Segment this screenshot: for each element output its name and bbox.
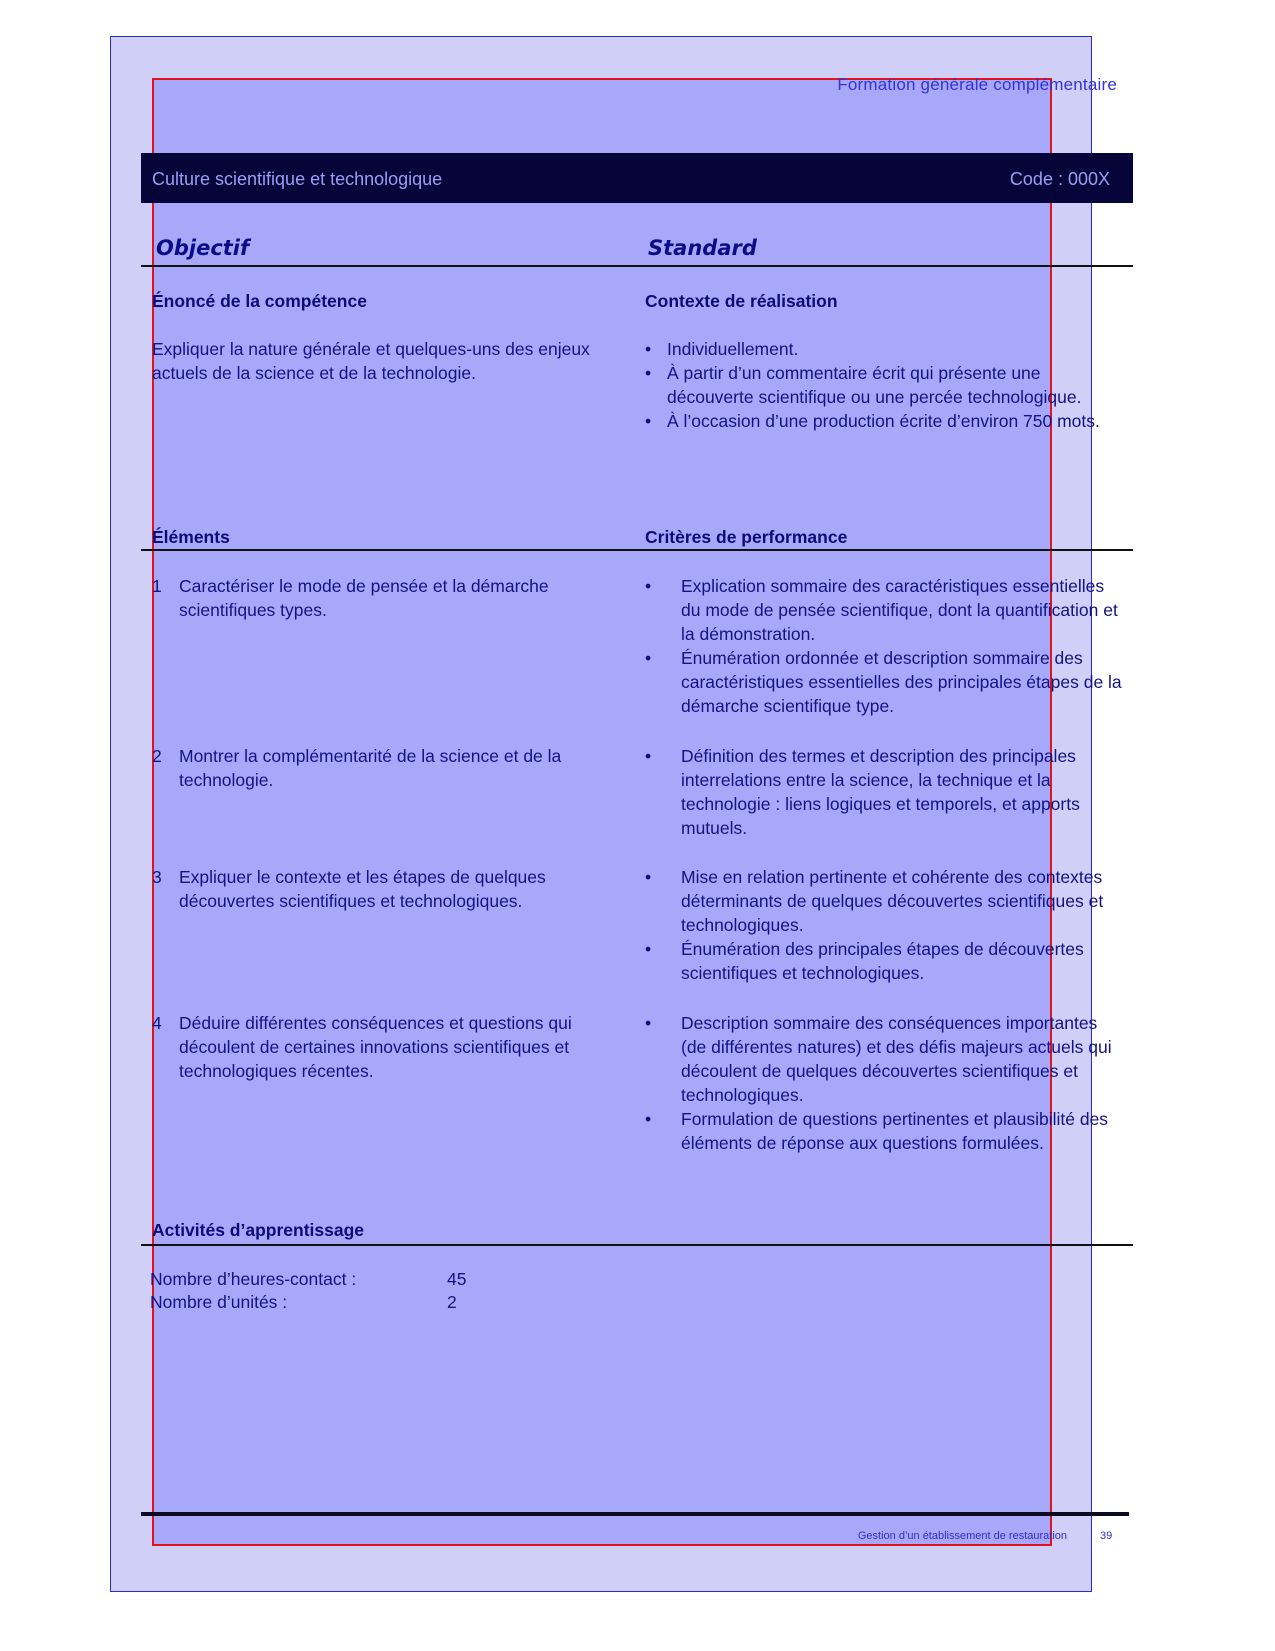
element-number: 1 [152, 576, 162, 596]
divider [141, 549, 1133, 551]
list-item: • Énumération des principales étapes de découvertes scientifiques et technologiques. [645, 937, 1105, 985]
element-row-3 [152, 865, 622, 913]
element-text: Expliquer le contexte et les étapes de quelques découvertes scientifiques et technologiques. [179, 867, 546, 911]
element-number: 4 [152, 1013, 162, 1033]
criteria-list-2 [645, 744, 1105, 840]
footer-title: Gestion d’un établissement de restauration [857, 1530, 1067, 1542]
context-label: Contexte de réalisation [645, 291, 838, 311]
list-item: • Mise en relation pertinente et cohérente des contextes déterminants de quelques découvertes scientifiques et technologiques. [645, 865, 1105, 937]
element-number: 2 [152, 746, 162, 766]
element-number: 3 [152, 867, 162, 887]
elements-label: Éléments [152, 527, 230, 547]
competence-text: Expliquer la nature générale et quelques-uns des enjeux actuels de la science et de la technologie. [152, 339, 590, 383]
list-item: • À partir d’un commentaire écrit qui présente une découverte scientifique ou une percée technologique. [645, 361, 1115, 409]
criteria-list-4 [645, 1011, 1125, 1155]
footer-divider [141, 1512, 1129, 1516]
objective-heading: Objectif [156, 236, 250, 260]
criteria-list-3 [645, 865, 1105, 985]
course-title: Culture scientifique et technologique [152, 169, 443, 189]
standard-heading: Standard [648, 236, 757, 260]
hours-label: Nombre d’heures-contact : [150, 1269, 357, 1289]
list-item: • Description sommaire des conséquences importantes (de différentes natures) et des défis majeurs actuels qui découlent de quelques découvertes scientifiques et technologiques. [645, 1011, 1125, 1107]
activities-label: Activités d’apprentissage [152, 1220, 365, 1240]
criteria-list-1 [645, 574, 1125, 718]
hours-value: 45 [447, 1269, 467, 1289]
element-row-1 [152, 574, 622, 622]
element-text: Montrer la complémentarité de la science et de la technologie. [179, 746, 562, 790]
divider [141, 265, 1133, 267]
element-row-4 [152, 1011, 622, 1083]
program-header: Formation générale complémentaire [837, 75, 1117, 94]
units-label: Nombre d’unités : [150, 1292, 288, 1312]
competence-label: Énoncé de la compétence [152, 291, 367, 311]
element-text: Caractériser le mode de pensée et la démarche scientifiques types. [179, 576, 549, 620]
element-row-2 [152, 744, 622, 792]
element-text: Déduire différentes conséquences et questions qui découlent de certaines innovations scientifiques et technologiques récentes. [179, 1013, 572, 1081]
list-item: • Formulation de questions pertinentes et plausibilité des éléments de réponse aux questions formulées. [645, 1107, 1125, 1155]
hours-table [150, 1268, 466, 1314]
list-item: • Définition des termes et description des principales interrelations entre la science, la technique et la technologie : liens logiques et temporels, et apports mutuels. [645, 744, 1105, 840]
criteria-label: Critères de performance [645, 527, 848, 547]
course-code: Code : 000X [1009, 169, 1110, 189]
list-item: • Explication sommaire des caractéristiques essentielles du mode de pensée scientifique, dont la quantification et la démonstration. [645, 574, 1125, 646]
units-value: 2 [447, 1292, 457, 1312]
page-number: 39 [1100, 1530, 1113, 1542]
list-item: • Individuellement. [645, 337, 1115, 361]
list-item: • À l’occasion d’une production écrite d’environ 750 mots. [645, 409, 1115, 433]
context-list [645, 337, 1115, 433]
divider [141, 1244, 1133, 1246]
list-item: • Énumération ordonnée et description sommaire des caractéristiques essentielles des principales étapes de la démarche scientifique type. [645, 646, 1125, 718]
